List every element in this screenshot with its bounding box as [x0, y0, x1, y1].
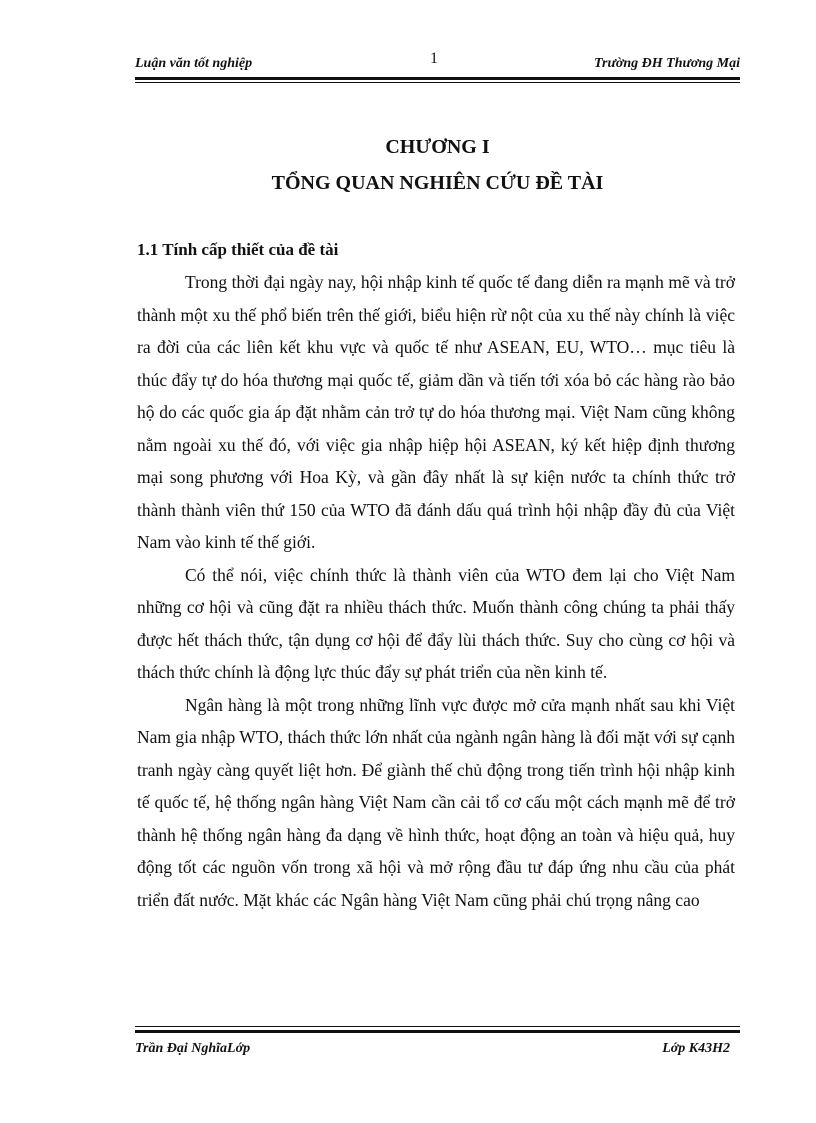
header-rule-thick [135, 77, 740, 80]
paragraph: Có thể nói, việc chính thức là thành viên của WTO đem lại cho Việt Nam những cơ hội và cũng đặt ra nhiều thách thức. Muốn thành công chúng ta phải thấy được hết thách thức, tận dụng cơ hội để đẩy lùi thách thức. Suy cho cùng cơ hội và thách thức chính là động lực thúc đẩy sự phát triển của nền kinh tế. [137, 564, 735, 682]
chapter-title: TỔNG QUAN NGHIÊN CỨU ĐỀ TÀI [271, 172, 604, 194]
chapter-number: CHƯƠNG I [385, 136, 490, 158]
footer-author: Trần Đại NghĩaLớp [135, 1041, 251, 1056]
body-text [137, 266, 735, 916]
section-heading: 1.1 Tính cấp thiết của đề tài [137, 240, 339, 259]
page-footer [135, 1041, 740, 1063]
footer-rule-thin [135, 1026, 740, 1027]
paragraph: Ngân hàng là một trong những lĩnh vực được mở cửa mạnh nhất sau khi Việt Nam gia nhập WTO, thách thức lớn nhất của ngành ngân hàng là đối mặt với sự cạnh tranh ngày càng quyết liệt hơn. Để giành thế chủ động trong tiến trình hội nhập kinh tế quốc tế, hệ thống ngân hàng Việt Nam cần cải tổ cơ cấu một cách mạnh mẽ để trở thành hệ thống ngân hàng đa dạng về hình thức, hoạt động an toàn và hiệu quả, huy động tốt các nguồn vốn trong xã hội và mở rộng đầu tư đáp ứng nhu cầu của phát triển đất nước. Mặt khác các Ngân hàng Việt Nam cũng phải chú trọng nâng cao [137, 694, 735, 910]
header-university: Trường ĐH Thương Mại [593, 56, 740, 71]
footer-rule-thick [135, 1030, 740, 1033]
header-rule-thin [135, 82, 740, 83]
header-thesis-label: Luận văn tốt nghiệp [135, 56, 253, 71]
footer-class: Lớp K43H2 [662, 1041, 730, 1056]
page-number: 1 [430, 50, 438, 67]
paragraph: Trong thời đại ngày nay, hội nhập kinh tế quốc tế đang diễn ra mạnh mẽ và trở thành một xu thế phổ biến trên thế giới, biểu hiện rừ nột của xu thế này chính là việc ra đời của các liên kết khu vực và quốc tế như ASEAN, EU, WTO… mục tiêu là thúc đẩy tự do hóa thương mại quốc tế, giảm dần và tiến tới xóa bỏ các hàng rào bảo hộ do các quốc gia áp đặt nhằm cản trở tự do hóa thương mại. Việt Nam cũng không nằm ngoài xu thế đó, với việc gia nhập hiệp hội ASEAN, ký kết hiệp định thương mại song phương với Hoa Kỳ, và gần đây nhất là sự kiện nước ta chính thức trở thành thành viên thứ 150 của WTO đã đánh dấu quá trình hội nhập đầy đủ của Việt Nam vào kinh tế thế giới. [137, 272, 735, 552]
page-header [135, 50, 740, 80]
